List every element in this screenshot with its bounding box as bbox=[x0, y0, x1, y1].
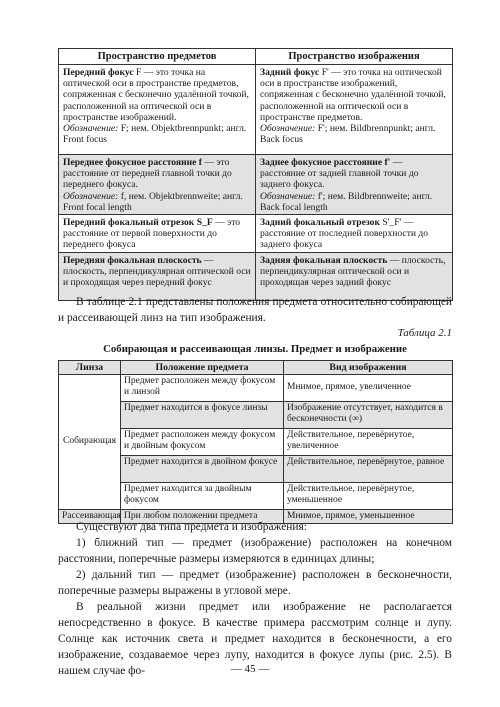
types-intro-paragraph: Существуют два типа предмета и изображения: bbox=[76, 521, 307, 533]
term-title: Переднее фокусное расстояние f bbox=[63, 157, 202, 168]
term-title: Задний фокальный отрезок bbox=[260, 217, 381, 229]
term-definition: — расстояние от задней главной точки до заднего фокуса. bbox=[260, 157, 419, 191]
object-position: Предмет находится в фокусе линзы bbox=[121, 402, 284, 429]
image-type: Мнимое, прямое, увеличенное bbox=[284, 375, 453, 402]
front-focus-cell bbox=[59, 65, 256, 155]
designation-label: Обозначение: bbox=[260, 123, 316, 135]
lens-diverging: Рассеивающая bbox=[59, 510, 121, 524]
term-definition: — плоскость, перпендикулярная оптической оси и проходящая через задний фокус bbox=[260, 255, 446, 289]
term-title: Задняя фокальная плоскость bbox=[260, 255, 388, 267]
page-number: — 45 — bbox=[230, 663, 270, 675]
header-lens: Линза bbox=[59, 361, 121, 375]
image-type: Изображение отсутствует, находится в бесконечности (∞) bbox=[284, 402, 453, 429]
lens-table bbox=[58, 360, 453, 524]
term-definition: — это расстояние от передней главной точки до переднего фокуса. bbox=[63, 157, 232, 191]
image-type: Действительное, перевёрнутое, уменьшенное bbox=[284, 483, 453, 510]
far-type-paragraph: 2) дальний тип — предмет (изображение) расположен в бесконечности, поперечные размеры выражены в угловой мере. bbox=[58, 569, 452, 597]
header-object-space: Пространство предметов bbox=[59, 49, 256, 65]
term-title: Задний фокус bbox=[260, 67, 320, 78]
front-focal-length-cell bbox=[59, 155, 256, 215]
object-position: Предмет расположен между фокусом и линзой bbox=[121, 375, 284, 402]
term-definition: — это расстояние от первой поверхности до переднего фокуса bbox=[63, 217, 241, 251]
real-life-paragraph: В реальной жизни предмет или изображение не располагается непосредственно в фокусе. В качестве примера рассмотрим солнце и лупу. Солнце как источник света и предмет находится в бесконечности, а его изображение, создаваемое через лупу, находится в фокусе лупы (рис. 2.5). В нашем случае фо- bbox=[58, 601, 452, 677]
back-focal-segment-cell bbox=[256, 215, 453, 253]
image-type: Мнимое, прямое, уменьшенное bbox=[284, 510, 453, 524]
term-title: Заднее фокусное расстояние f' bbox=[260, 157, 391, 168]
header-object-position: Положение предмета bbox=[121, 361, 284, 375]
back-focal-length-cell bbox=[256, 155, 453, 215]
designation-text: f'; нем. Bildbrennweite; англ. Back focal length bbox=[260, 190, 433, 213]
header-image-type: Вид изображения bbox=[284, 361, 453, 375]
term-definition: — плоскость, перпендикулярная оптической оси и проходящая через передний фокус bbox=[63, 255, 251, 289]
table-row bbox=[59, 375, 453, 402]
image-type: Действительное, перевёрнутое, увеличенное bbox=[284, 429, 453, 456]
designation-label: Обозначение: bbox=[260, 190, 316, 202]
front-focal-segment-cell bbox=[59, 215, 256, 253]
header-image-space: Пространство изображения bbox=[256, 49, 453, 65]
term-definition: F' — это точка на оптической оси в пространстве изображений, сопряженная с бесконечно удалённой точкой, расположенной на оптической оси в пространстве предметов. bbox=[260, 67, 446, 123]
intro-paragraph: В таблице 2.1 представлены положения предмета относительно собирающей и рассеивающей линз на тип изображения. bbox=[58, 296, 452, 324]
object-position: Предмет находится за двойным фокусом bbox=[121, 483, 284, 510]
table-number: Таблица 2.1 bbox=[397, 327, 452, 339]
lens-converging: Собирающая bbox=[59, 375, 121, 510]
designation-label: Обозначение: bbox=[63, 123, 119, 135]
object-position: При любом положении предмета bbox=[121, 510, 284, 524]
object-position: Предмет расположен между фокусом и двойным фокусом bbox=[121, 429, 284, 456]
term-title: Передняя фокальная плоскость bbox=[63, 255, 202, 267]
term-definition: F — это точка на оптической оси в пространстве предметов, сопряженная с бесконечно удалённой точкой, расположенной на оптической оси в пространстве изображений. bbox=[63, 67, 249, 123]
designation-text: F; нем. Objektbrennpunkt; англ. Front focus bbox=[63, 123, 247, 146]
near-type-paragraph: 1) ближний тип — предмет (изображение) расположен на конечном расстоянии, поперечные размеры измеряются в единицах длины; bbox=[58, 537, 452, 565]
table-caption: Собирающая и рассеивающая линзы. Предмет и изображение bbox=[103, 343, 407, 355]
focus-definitions-table bbox=[58, 48, 453, 301]
term-title: Передний фокус bbox=[63, 67, 134, 78]
term-title: Передний фокальный отрезок S_F bbox=[63, 217, 213, 229]
image-type: Действительное, перевёрнутое, равное bbox=[284, 456, 453, 483]
designation-label: Обозначение: bbox=[63, 190, 119, 202]
term-definition: S'_F' — расстояние от последней поверхности до заднего фокуса bbox=[260, 217, 429, 251]
object-position: Предмет находится в двойном фокусе bbox=[121, 456, 284, 483]
back-focus-cell bbox=[256, 65, 453, 155]
designation-text: F'; нем. Bildbrennpunkt; англ. Back focus bbox=[260, 123, 436, 146]
designation-text: f, нем. Objektbrennweite; англ. Front focal length bbox=[63, 190, 243, 213]
